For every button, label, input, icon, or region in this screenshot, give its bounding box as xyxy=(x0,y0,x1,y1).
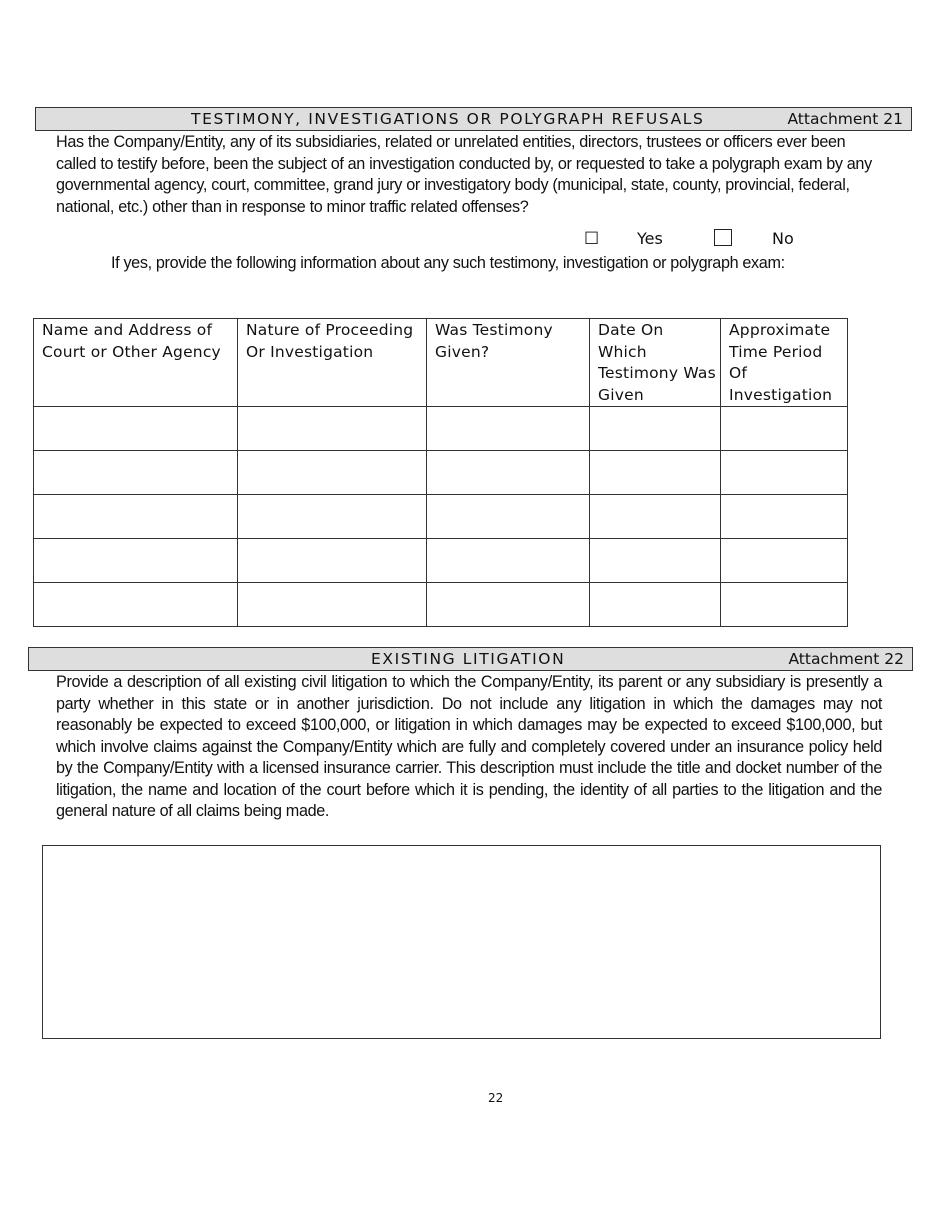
litigation-section-title: EXISTING LITIGATION xyxy=(371,650,566,668)
testimony-table xyxy=(33,318,848,627)
table-cell[interactable] xyxy=(238,583,427,627)
attachment-21-label: Attachment 21 xyxy=(787,110,903,128)
column-header-court-agency: Name and Address of Court or Other Agency xyxy=(34,319,238,407)
yes-label: Yes xyxy=(637,229,663,248)
testimony-question: Has the Company/Entity, any of its subsidiaries, related or unrelated entities, directors, trustees or officers ever been called to testify before, been the subject of an investigation conducted by, or requested to take a polygraph exam by any governmental agency, court, committee, grand jury or investigatory body (municipal, state, county, provincial, federal, national, etc.) other than in response to minor traffic related offenses? xyxy=(56,133,872,216)
litigation-instructions: Provide a description of all existing civil litigation to which the Company/Entity, its parent or any subsidiary is presently a party whether in this state or in another jurisdiction. Do not include any litigation in which the damages may not reasonably be expected to exceed $100,000, or litigation in which damages may be expected to exceed $100,000, but which involve claims against the Company/Entity which are fully and completely covered under an insurance policy held by the Company/Entity with a licensed insurance carrier. This description must include the title and docket number of the litigation, the name and location of the court before which it is pending, the identity of all parties to the litigation and the general nature of all claims being made. xyxy=(56,673,882,820)
testimony-section-title: TESTIMONY, INVESTIGATIONS OR POLYGRAPH REFUSALS xyxy=(191,110,705,128)
table-cell[interactable] xyxy=(34,583,238,627)
no-checkbox[interactable] xyxy=(714,229,732,246)
table-row xyxy=(34,407,848,451)
table-cell[interactable] xyxy=(721,539,848,583)
table-cell[interactable] xyxy=(721,407,848,451)
table-cell[interactable] xyxy=(427,451,590,495)
table-cell[interactable] xyxy=(721,583,848,627)
table-row xyxy=(34,539,848,583)
table-cell[interactable] xyxy=(34,539,238,583)
table-cell[interactable] xyxy=(34,451,238,495)
table-cell[interactable] xyxy=(590,495,721,539)
yes-checkbox[interactable]: ☐ xyxy=(584,229,600,249)
table-cell[interactable] xyxy=(721,495,848,539)
table-row xyxy=(34,451,848,495)
testimony-followup-instruction: If yes, provide the following information about any such testimony, investigation or polygraph exam: xyxy=(111,254,785,272)
table-row xyxy=(34,583,848,627)
table-cell[interactable] xyxy=(238,451,427,495)
table-cell[interactable] xyxy=(427,583,590,627)
litigation-response-box[interactable] xyxy=(42,845,881,1039)
table-row xyxy=(34,495,848,539)
column-header-testimony-date: Date On Which Testimony Was Given xyxy=(590,319,721,407)
table-cell[interactable] xyxy=(427,539,590,583)
table-cell[interactable] xyxy=(590,407,721,451)
column-header-testimony-given: Was Testimony Given? xyxy=(427,319,590,407)
testimony-section-header xyxy=(35,107,912,131)
page-number: 22 xyxy=(488,1091,504,1105)
column-header-time-period: Approximate Time Period Of Investigation xyxy=(721,319,848,407)
table-cell[interactable] xyxy=(721,451,848,495)
table-cell[interactable] xyxy=(427,407,590,451)
attachment-22-label: Attachment 22 xyxy=(788,650,904,668)
table-cell[interactable] xyxy=(238,407,427,451)
table-cell[interactable] xyxy=(590,539,721,583)
table-cell[interactable] xyxy=(590,451,721,495)
litigation-section-header xyxy=(28,647,913,671)
table-cell[interactable] xyxy=(34,495,238,539)
table-cell[interactable] xyxy=(238,495,427,539)
table-cell[interactable] xyxy=(427,495,590,539)
table-cell[interactable] xyxy=(34,407,238,451)
column-header-nature-proceeding: Nature of Proceeding Or Investigation xyxy=(238,319,427,407)
table-cell[interactable] xyxy=(590,583,721,627)
table-header-row xyxy=(34,319,848,407)
table-cell[interactable] xyxy=(238,539,427,583)
no-label: No xyxy=(772,229,794,248)
